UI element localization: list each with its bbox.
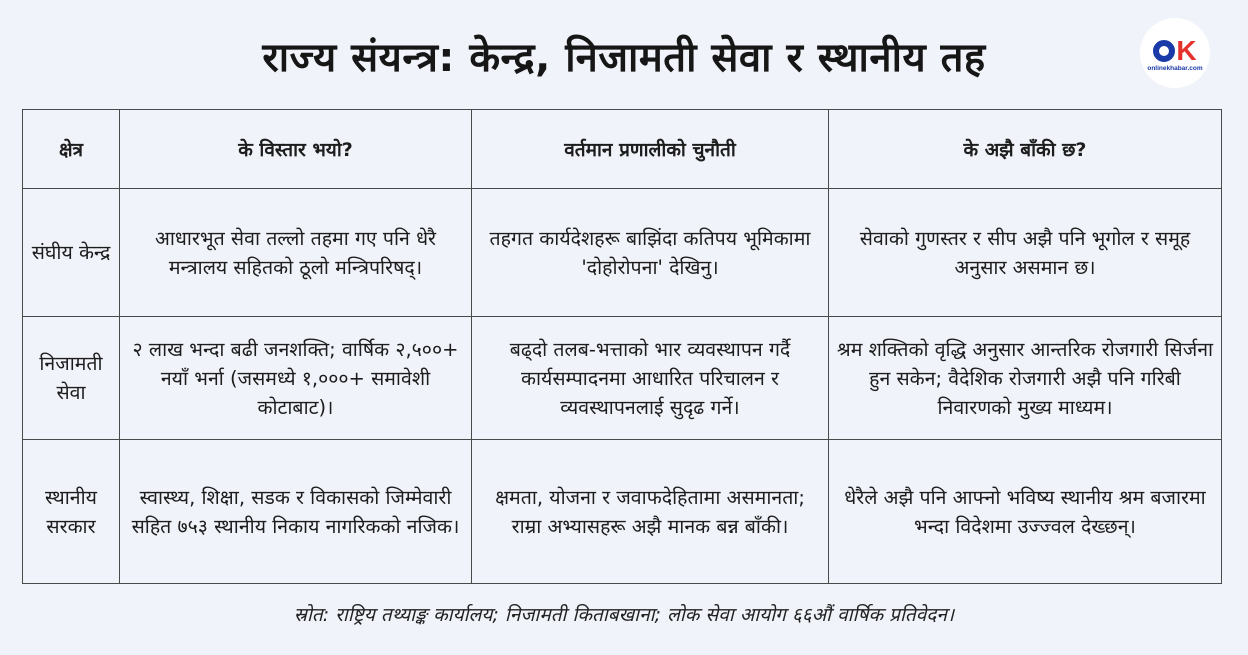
cell-sector: निजामती सेवा [23,317,120,440]
comparison-table [22,109,1222,584]
logo-mark [1153,34,1197,66]
table-row [23,189,1222,317]
page-title: राज्य संयन्त्र: केन्द्र, निजामती सेवा र स्थानीय तह [262,35,986,81]
header-sector: क्षेत्र [23,110,120,189]
cell-sector: संघीय केन्द्र [23,189,120,317]
cell-challenge: तहगत कार्यदेशहरू बाझिंदा कतिपय भूमिकामा 'दोहोरोपना' देखिनु। [472,189,829,317]
header-remaining: के अझै बाँकी छ? [829,110,1222,189]
table-header-row [23,110,1222,189]
cell-remaining: सेवाको गुणस्तर र सीप अझै पनि भूगोल र समूह अनुसार असमान छ। [829,189,1222,317]
cell-remaining: श्रम शक्तिको वृद्धि अनुसार आन्तरिक रोजगारी सिर्जना हुन सकेन; वैदेशिक रोजगारी अझै पनि गरिबी निवारणको मुख्य माध्यम। [829,317,1222,440]
cell-challenge: क्षमता, योजना र जवाफदेहितामा असमानता; राम्रा अभ्यासहरू अझै मानक बन्न बाँकी। [472,440,829,584]
cell-expanded: २ लाख भन्दा बढी जनशक्ति; वार्षिक २,५००+ नयाँ भर्ना (जसमध्ये १,०००+ समावेशी कोटाबाट)। [120,317,472,440]
table-row [23,440,1222,584]
cell-challenge: बढ्दो तलब-भत्ताको भार व्यवस्थापन गर्दै कार्यसम्पादनमा आधारित परिचालन र व्यवस्थापनलाई सुदृढ गर्ने। [472,317,829,440]
logo-k-letter: K [1176,34,1197,66]
table-row [23,317,1222,440]
cell-remaining: धेरैले अझै पनि आफ्नो भविष्य स्थानीय श्रम बजारमा भन्दा विदेशमा उज्ज्वल देख्छन्। [829,440,1222,584]
cell-expanded: आधारभूत सेवा तल्लो तहमा गए पनि धेरै मन्त्रालय सहितको ठूलो मन्त्रिपरिषद्। [120,189,472,317]
logo-o-icon [1153,40,1175,62]
logo-text: onlinekhabar.com [1147,64,1203,72]
brand-logo [1140,18,1210,88]
cell-sector: स्थानीय सरकार [23,440,120,584]
cell-expanded: स्वास्थ्य, शिक्षा, सडक र विकासको जिम्मेवारी सहित ७५३ स्थानीय निकाय नागरिकको नजिक। [120,440,472,584]
header-expanded: के विस्तार भयो? [120,110,472,189]
header-challenge: वर्तमान प्रणालीको चुनौती [472,110,829,189]
source-note: स्रोत: राष्ट्रिय तथ्याङ्क कार्यालय; निजामती किताबखाना; लोक सेवा आयोग ६६औं वार्षिक प्रतिवेदन। [293,604,955,626]
